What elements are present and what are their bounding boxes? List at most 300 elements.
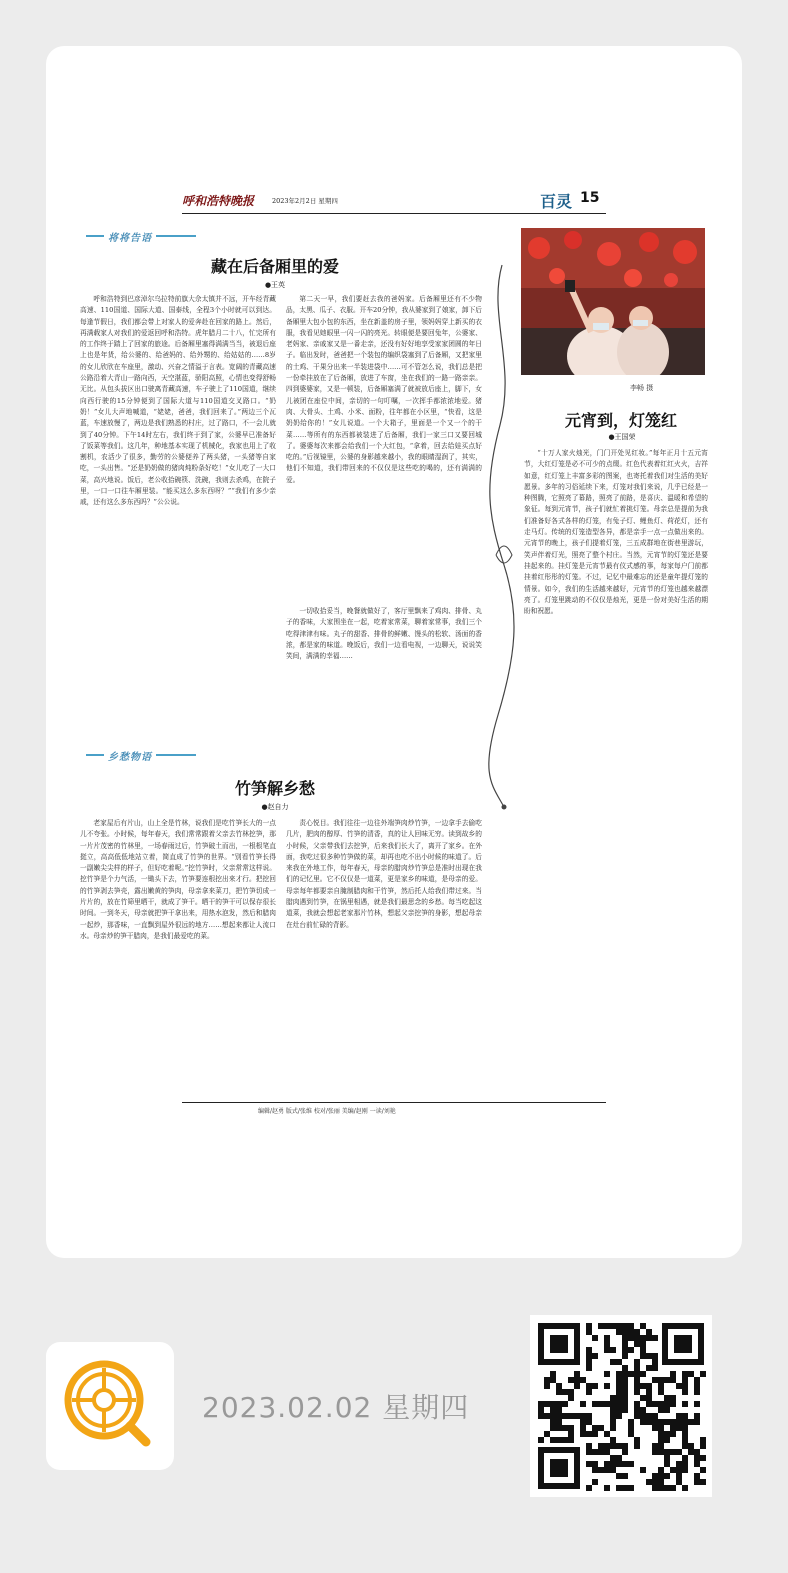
qr-module: [544, 1401, 550, 1407]
qr-module: [592, 1353, 598, 1359]
qr-module: [604, 1341, 610, 1347]
qr-module: [694, 1383, 700, 1389]
qr-module: [610, 1413, 616, 1419]
qr-module: [676, 1419, 682, 1425]
qr-module: [604, 1347, 610, 1353]
qr-module: [640, 1467, 646, 1473]
banner-bar: [156, 235, 196, 237]
qr-module: [670, 1485, 676, 1491]
qr-module: [646, 1479, 652, 1485]
qr-module: [568, 1431, 574, 1437]
qr-module: [580, 1425, 586, 1431]
qr-module: [664, 1377, 670, 1383]
qr-module: [646, 1413, 652, 1419]
qr-module: [586, 1443, 592, 1449]
qr-module: [622, 1407, 628, 1413]
qr-module: [616, 1377, 622, 1383]
qr-module: [574, 1371, 580, 1377]
qr-module: [562, 1425, 568, 1431]
qr-module: [676, 1479, 682, 1485]
qr-module: [586, 1413, 592, 1419]
qr-module: [586, 1383, 592, 1389]
qr-module: [694, 1473, 700, 1479]
story1-byline: ●王英: [264, 281, 286, 289]
qr-module: [598, 1467, 604, 1473]
qr-module: [694, 1455, 700, 1461]
qr-module: [640, 1371, 646, 1377]
qr-module: [610, 1323, 616, 1329]
qr-module: [574, 1413, 580, 1419]
qr-module: [622, 1383, 628, 1389]
qr-module: [616, 1443, 622, 1449]
qr-module: [682, 1383, 688, 1389]
qr-module: [556, 1389, 562, 1395]
paper-name: 呼和浩特晚报: [182, 194, 255, 208]
qr-module: [700, 1443, 706, 1449]
qr-module: [658, 1425, 664, 1431]
qr-module: [616, 1461, 622, 1467]
masthead-dateline: 2023年2月2日 星期四: [272, 197, 338, 205]
qr-module: [556, 1401, 562, 1407]
column-banner-2: [86, 748, 196, 762]
qr-module: [634, 1407, 640, 1413]
qr-module: [676, 1413, 682, 1419]
qr-module: [550, 1419, 556, 1425]
qr-module: [634, 1383, 640, 1389]
photo-credit: 李畅 摄: [630, 384, 654, 392]
qr-module: [658, 1443, 664, 1449]
story1-title: 藏在后备厢里的爱: [210, 257, 339, 276]
qr-module: [616, 1323, 622, 1329]
qr-module: [652, 1377, 658, 1383]
qr-module: [568, 1413, 574, 1419]
qr-module: [670, 1425, 676, 1431]
qr-module: [550, 1407, 556, 1413]
qr-module: [658, 1419, 664, 1425]
story3-body: “十万人家火烛光，门门开处见红妆。”每年正月十五元宵节，大红灯笼是必不可少的点缀。红色代表着红红火火，吉祥如意，红灯笼上丰富多彩的图案，也寄托着我们对生活的美好愿景。多年的习俗延续下来，灯笼对我们来说，几乎已经是一种图腾，它照亮了幕路，照亮了前路，是喜庆、温暖和希望的象征。每到元宵节，孩子们就忙着挑灯笼。母亲总是提前为我们准备好各式各样的灯笼，有兔子灯、鲤鱼灯、荷花灯，还有走马灯。传统的灯笼造型各异，都是亲手一点一点做出来的。元宵节的晚上，孩子们提着灯笼，三五成群地在街巷里游玩，笑声伴着灯光，照亮了整个村庄。当然，元宵节的灯笼还是要挂起来的。挂灯笼是元宵节最有仪式感的事，每家每户门前都挂着红彤彤的灯笼。不过，记忆中最难忘的还是童年提灯笼的情景。如今，我们的生活越来越好，元宵节的灯笼也越来越漂亮了。灯笼里跳动的不仅仅是烛光，更是一份对美好生活的期盼和祝愿。: [524, 449, 708, 616]
qr-module: [592, 1461, 598, 1467]
qr-module: [604, 1335, 610, 1341]
qr-module: [604, 1431, 610, 1437]
qr-module: [568, 1425, 574, 1431]
qr-module: [544, 1413, 550, 1419]
qr-module: [628, 1335, 634, 1341]
qr-module: [556, 1407, 562, 1413]
qr-module: [658, 1383, 664, 1389]
qr-module: [556, 1383, 562, 1389]
qr-module: [652, 1401, 658, 1407]
qr-module: [574, 1383, 580, 1389]
qr-module: [622, 1377, 628, 1383]
qr-module: [580, 1419, 586, 1425]
qr-module: [586, 1431, 592, 1437]
qr-module: [610, 1467, 616, 1473]
qr-module: [652, 1479, 658, 1485]
qr-module: [610, 1407, 616, 1413]
qr-module: [622, 1323, 628, 1329]
qr-module: [694, 1419, 700, 1425]
qr-module: [616, 1473, 622, 1479]
qr-module: [616, 1329, 622, 1335]
qr-module: [640, 1323, 646, 1329]
qr-module: [682, 1377, 688, 1383]
qr-module: [622, 1485, 628, 1491]
qr-module: [604, 1449, 610, 1455]
qr-module: [556, 1419, 562, 1425]
qr-module: [622, 1353, 628, 1359]
qr-module: [664, 1407, 670, 1413]
qr-module: [586, 1353, 592, 1359]
qr-module: [586, 1485, 592, 1491]
qr-module: [640, 1395, 646, 1401]
qr-module: [556, 1437, 562, 1443]
qr-module: [652, 1419, 658, 1425]
qr-module: [664, 1431, 670, 1437]
qr-module: [616, 1395, 622, 1401]
qr-module: [646, 1365, 652, 1371]
qr-module: [616, 1413, 622, 1419]
qr-module: [556, 1425, 562, 1431]
qr-module: [658, 1377, 664, 1383]
qr-module: [694, 1401, 700, 1407]
qr-module: [670, 1419, 676, 1425]
qr-module: [688, 1371, 694, 1377]
qr-module: [670, 1431, 676, 1437]
editorial-credits: 编辑/赵勇 版式/张维 校对/张丽 美编/赵刚 一读/刘艳: [258, 1108, 396, 1115]
qr-module: [664, 1461, 670, 1467]
app-logo[interactable]: [46, 1342, 174, 1470]
qr-module: [550, 1377, 556, 1383]
qr-module: [700, 1455, 706, 1461]
qr-module: [610, 1461, 616, 1467]
qr-module: [694, 1377, 700, 1383]
page-number: 15: [580, 190, 600, 206]
qr-module: [652, 1443, 658, 1449]
qr-module: [604, 1401, 610, 1407]
qr-module: [694, 1413, 700, 1419]
qr-module: [640, 1419, 646, 1425]
qr-module: [568, 1377, 574, 1383]
qr-module: [664, 1473, 670, 1479]
qr-module: [670, 1377, 676, 1383]
qr-module: [610, 1419, 616, 1425]
qr-module: [700, 1479, 706, 1485]
qr-module: [616, 1455, 622, 1461]
qr-module: [652, 1365, 658, 1371]
qr-module: [586, 1365, 592, 1371]
qr-module: [538, 1407, 544, 1413]
qr-module: [604, 1323, 610, 1329]
qr-module: [694, 1389, 700, 1395]
qr-module: [640, 1347, 646, 1353]
qr-module: [622, 1461, 628, 1467]
qr-module: [586, 1323, 592, 1329]
qr-module: [556, 1413, 562, 1419]
qr-module: [658, 1431, 664, 1437]
qr-module: [622, 1341, 628, 1347]
qr-module: [664, 1401, 670, 1407]
story2-byline: ●赵自力: [261, 803, 289, 811]
qr-module: [592, 1449, 598, 1455]
qr-module: [652, 1473, 658, 1479]
qr-module: [610, 1359, 616, 1365]
qr-module: [544, 1431, 550, 1437]
story2-title: 竹笋解乡愁: [234, 779, 315, 798]
qr-module: [700, 1437, 706, 1443]
qr-module: [676, 1425, 682, 1431]
story1-column-3: 一切收拾妥当，晚餐就做好了，客厅里飘来了鸡肉、排骨、丸子的香味，大家围坐在一起，吃着家常菜，聊着家常事，我们三个吃得津津有味。丸子的甜香、排骨的鲜嫩、馒头的松软、汤面的香浓，都是家的味道。晚饭后，我们一边看电视，一边聊天，说说笑笑间，满满的幸福……: [286, 607, 482, 661]
qr-module: [628, 1431, 634, 1437]
qr-module: [610, 1401, 616, 1407]
qr-module: [676, 1461, 682, 1467]
qr-module: [634, 1401, 640, 1407]
qr-module: [538, 1413, 544, 1419]
qr-module: [610, 1395, 616, 1401]
qr-module: [694, 1461, 700, 1467]
qr-module: [670, 1401, 676, 1407]
banner-bar: [156, 754, 196, 756]
qr-module: [598, 1443, 604, 1449]
qr-module: [628, 1347, 634, 1353]
qr-module: [634, 1377, 640, 1383]
qr-module: [622, 1365, 628, 1371]
qr-module: [550, 1425, 556, 1431]
qr-module: [634, 1371, 640, 1377]
story1-column-2: 第二天一早，我们要赶去我的爸妈家。后备厢里还有不少物品，太黑、瓜子、衣服。开车20分钟，我从婆家到了娘家，卸下后备厢里大包小包的东西，坐在新盖的房子里，领妈妈穿上新买的衣服，我看见她眼里一闪一闪的亮光。转眼便是要回兔年，公婆家、老妈家、亲戚家又是一番走亲，还没有好好地享受家家团圆的年日子。临出发时，爸爸把一个装包的编织袋塞到了后备厢，又把家里的土鸡、干果分出来一半装进袋中……可不管怎么说，我们总是把一份牵挂放在了后备厢，放进了车窗，坐在我们的一路一路亲亲。四到婆婆家，又是一顿装，后备厢塞满了就被放后座上，脚下，女儿被团在座位中间，亲切的一句叮嘱，一次挥手都浓浓地爱。猪肉、大骨头、土鸡、小米、面粉，往年都在小区里，“快看，这是奶奶给你的！”女儿说道。一个大箱子，里面是一个又一个的干菜……等所有的东西都被装进了后备厢，我们一家三口又要回城了。婆婆每次来都会给我们一个大红包，“拿着，回去给娃买点好吃的。”后视镜里，公婆的身影越来越小，我的眼睛湿润了，其实，他们不知道，我们带回来的不仅仅是这些吃的喝的，还有满满的爱。: [286, 295, 482, 484]
qr-module: [634, 1437, 640, 1443]
qr-module: [640, 1353, 646, 1359]
qr-module: [622, 1473, 628, 1479]
qr-module: [568, 1395, 574, 1401]
qr-module: [646, 1395, 652, 1401]
qr-module: [604, 1443, 610, 1449]
qr-module: [634, 1341, 640, 1347]
qr-module: [670, 1371, 676, 1377]
qr-module: [550, 1401, 556, 1407]
qr-module: [652, 1425, 658, 1431]
qr-module: [592, 1401, 598, 1407]
qr-module: [658, 1449, 664, 1455]
qr-module: [664, 1419, 670, 1425]
lantern-photo-image: [521, 228, 705, 375]
qr-module: [622, 1335, 628, 1341]
banner-bar: [86, 754, 104, 756]
qr-module: [640, 1335, 646, 1341]
qr-module: [640, 1407, 646, 1413]
qr-code[interactable]: [530, 1315, 712, 1497]
qr-module: [670, 1467, 676, 1473]
qr-module: [592, 1479, 598, 1485]
qr-module: [586, 1389, 592, 1395]
footer-rule: [182, 1102, 606, 1103]
qr-module: [682, 1371, 688, 1377]
qr-module: [628, 1425, 634, 1431]
qr-module: [610, 1437, 616, 1443]
qr-module: [586, 1347, 592, 1353]
qr-module: [604, 1383, 610, 1389]
qr-module: [622, 1347, 628, 1353]
qr-module: [688, 1443, 694, 1449]
qr-module: [652, 1449, 658, 1455]
qr-module: [604, 1467, 610, 1473]
qr-module: [592, 1383, 598, 1389]
qr-module: [580, 1413, 586, 1419]
qr-module: [646, 1389, 652, 1395]
qr-module: [658, 1467, 664, 1473]
qr-module: [658, 1389, 664, 1395]
qr-module: [676, 1467, 682, 1473]
qr-module: [622, 1443, 628, 1449]
story3-byline: ●王国荣: [608, 433, 636, 441]
qr-module: [598, 1425, 604, 1431]
qr-module: [568, 1389, 574, 1395]
qr-module: [622, 1395, 628, 1401]
qr-module: [568, 1437, 574, 1443]
qr-module: [652, 1353, 658, 1359]
qr-module: [658, 1485, 664, 1491]
qr-module: [682, 1437, 688, 1443]
qr-module: [544, 1377, 550, 1383]
qr-module: [646, 1353, 652, 1359]
qr-module: [610, 1347, 616, 1353]
qr-module: [634, 1365, 640, 1371]
qr-module: [628, 1329, 634, 1335]
qr-module: [640, 1383, 646, 1389]
qr-module: [634, 1335, 640, 1341]
qr-module: [616, 1359, 622, 1365]
qr-module: [646, 1383, 652, 1389]
qr-module: [592, 1425, 598, 1431]
lantern-photo: [521, 228, 705, 375]
qr-module: [682, 1443, 688, 1449]
qr-module: [562, 1401, 568, 1407]
qr-module: [676, 1473, 682, 1479]
masthead: [182, 188, 606, 214]
qr-module: [610, 1425, 616, 1431]
qr-module: [598, 1323, 604, 1329]
qr-module: [550, 1371, 556, 1377]
qr-module: [676, 1383, 682, 1389]
qr-module: [628, 1485, 634, 1491]
qr-module: [616, 1485, 622, 1491]
story1-column-1: 呼和浩特到巴彦淖尔乌拉特前旗大佘太镇并不远，开车经青藏高速、110国道、国际大道、国泰线，全程3个小时就可以到达。每逢节假日，我们都会带上对家人的爱奔赴在回家的路上。然后，再满载家人对我们的爱返回呼和浩特。虎年腊月二十八，忙完所有的工作终于踏上了回家的旅途。后备厢里塞得满满当当，被退后座上也是年货，给公婆的、给爸妈的、给外甥的、给姑姑的……8岁的女儿欣欣在车座里，激动、兴奋之情溢于言表。宽阔的青藏高速公路沿着大青山一路向西，天空湛蓝，骄阳高照，心情也变得舒畅无比。从包头拔区出口驶离青藏高速，车子驶上了110国道，继续向西行驶的15分钟便到了国际大道与110国道交叉路口。“奶奶！”女儿大声地喊道，“姥姥，爸爸，我们回来了。”两边三个瓦蓝，车速放慢了，两边是我们熟悉的村庄，过了路口，不一会儿就到了40分钟。下午14时左右，我们终于到了家，公婆早已准备好了饭菜等我们。这几年，种地基本实现了机械化，我家也用上了收割机，农活少了很多，勤劳的公婆便养了两头猪，一头猪等自家吃，一头出售。“还是奶奶做的猪肉炖粉条好吃！”女儿吃了一大口菜，高兴地说。饭后，老公收拾碗筷、洗碗，我则去杀鸡，在院子里，一口一口往车厢里装。“能买这么多东西呀？”“我们有多少亲戚，还有这么多东西吗？”公公说。: [80, 295, 276, 507]
qr-module: [646, 1335, 652, 1341]
qr-module: [628, 1461, 634, 1467]
qr-module: [652, 1413, 658, 1419]
qr-module: [616, 1371, 622, 1377]
qr-module: [682, 1461, 688, 1467]
column-name: 将将告语: [108, 232, 152, 244]
qr-module: [592, 1467, 598, 1473]
qr-module: [580, 1377, 586, 1383]
qr-module: [598, 1401, 604, 1407]
qr-module: [592, 1335, 598, 1341]
qr-module: [628, 1419, 634, 1425]
qr-module: [634, 1413, 640, 1419]
qr-module: [688, 1419, 694, 1425]
column-banner-1: [86, 229, 196, 243]
qr-module: [586, 1329, 592, 1335]
qr-module: [574, 1377, 580, 1383]
qr-module: [616, 1383, 622, 1389]
magnifier-logo-icon: [46, 1342, 174, 1470]
qr-module: [538, 1401, 544, 1407]
qr-module: [646, 1419, 652, 1425]
qr-module: [652, 1485, 658, 1491]
qr-module: [676, 1449, 682, 1455]
qr-module: [634, 1329, 640, 1335]
qr-module: [580, 1431, 586, 1437]
qr-module: [586, 1449, 592, 1455]
qr-module: [562, 1437, 568, 1443]
qr-module: [538, 1437, 544, 1443]
qr-module: [622, 1449, 628, 1455]
banner-bar: [86, 235, 104, 237]
section-name: 百灵: [540, 192, 573, 211]
column-name: 乡愁物语: [108, 751, 152, 763]
qr-module: [664, 1455, 670, 1461]
qr-module: [658, 1401, 664, 1407]
qr-module: [646, 1329, 652, 1335]
qr-code-icon: [530, 1315, 712, 1497]
qr-module: [610, 1443, 616, 1449]
qr-module: [694, 1449, 700, 1455]
qr-module: [604, 1371, 610, 1377]
qr-module: [688, 1449, 694, 1455]
qr-module: [700, 1467, 706, 1473]
qr-module: [562, 1389, 568, 1395]
qr-module: [640, 1413, 646, 1419]
qr-module: [682, 1401, 688, 1407]
qr-module: [664, 1395, 670, 1401]
qr-module: [634, 1389, 640, 1395]
qr-module: [586, 1461, 592, 1467]
qr-module: [664, 1485, 670, 1491]
qr-module: [628, 1323, 634, 1329]
qr-module: [586, 1359, 592, 1365]
qr-module: [622, 1329, 628, 1335]
qr-module: [682, 1485, 688, 1491]
qr-module: [634, 1443, 640, 1449]
qr-module: [694, 1479, 700, 1485]
ornamental-divider: [482, 255, 522, 815]
qr-module: [658, 1407, 664, 1413]
qr-module: [604, 1461, 610, 1467]
qr-module: [616, 1407, 622, 1413]
qr-module: [550, 1437, 556, 1443]
qr-module: [616, 1389, 622, 1395]
qr-module: [658, 1479, 664, 1485]
qr-module: [622, 1401, 628, 1407]
qr-module: [682, 1467, 688, 1473]
qr-module: [622, 1389, 628, 1395]
qr-module: [562, 1413, 568, 1419]
qr-module: [598, 1449, 604, 1455]
qr-module: [646, 1401, 652, 1407]
qr-module: [580, 1401, 586, 1407]
qr-module: [634, 1359, 640, 1365]
qr-module: [658, 1473, 664, 1479]
issue-date: 2023.02.02 星期四: [202, 1391, 470, 1424]
story3-title: 元宵到，灯笼红: [564, 411, 677, 430]
qr-module: [544, 1383, 550, 1389]
qr-module: [664, 1437, 670, 1443]
qr-module: [700, 1371, 706, 1377]
qr-module: [670, 1449, 676, 1455]
qr-module: [550, 1413, 556, 1419]
qr-module: [610, 1455, 616, 1461]
qr-module: [616, 1401, 622, 1407]
